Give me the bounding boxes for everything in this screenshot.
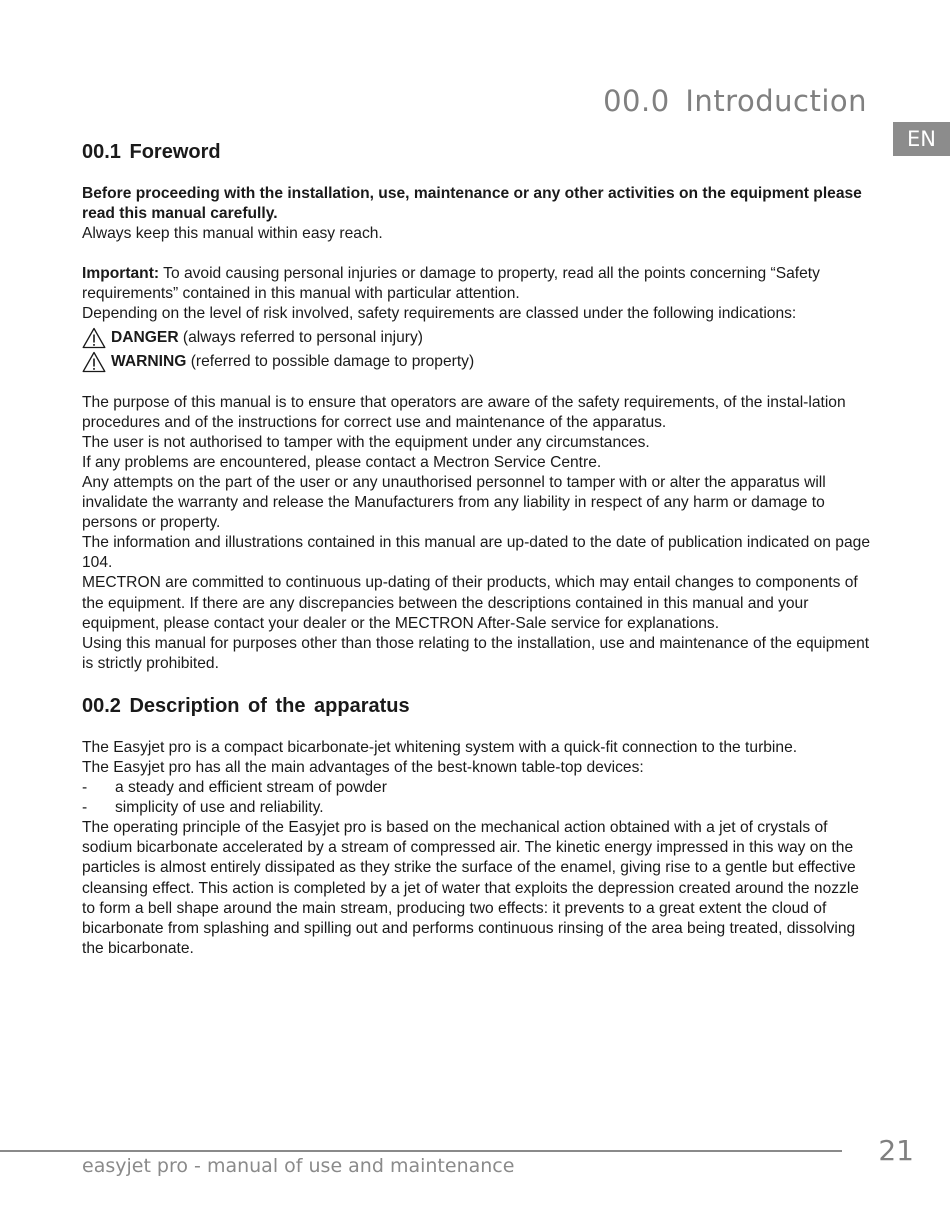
warranty-text: Any attempts on the part of the user or any unauthorised personnel to tamper with or alter the apparatus will invalidate the warranty and release the Manufacturers from any liability in respect of any harm or damage to persons or property. (82, 473, 826, 532)
danger-label: DANGER (111, 328, 179, 346)
list-marker: - (82, 779, 88, 797)
danger-indication: DANGER (always referred to personal injury) (82, 327, 872, 349)
page-number: 21 (878, 1134, 914, 1167)
section-heading-description: 00.2 Description of the apparatus (82, 694, 410, 717)
advantages-intro-text: The Easyjet pro has all the main advantages of the best-known table-top devices: (82, 758, 644, 776)
footer-divider (0, 1150, 842, 1152)
description-intro-text: The Easyjet pro is a compact bicarbonate-jet whitening system with a quick-fit connection to the turbine. (82, 738, 798, 756)
mectron-commitment-text: MECTRON are committed to continuous up-dating of their products, which may entail changes to components of the equipment. If there are any discrepancies between the descriptions contained in this manual and your equipment, please contact your dealer or the MECTRON After-Sale service for explanations. (82, 574, 858, 632)
no-tamper-text: The user is not authorised to tamper with the equipment under any circumstances. (82, 433, 650, 451)
warning-label: WARNING (111, 352, 187, 370)
risk-levels-text: Depending on the level of risk involved, safety requirements are classed under the following indications: (82, 305, 797, 323)
important-paragraph: Important: To avoid causing personal injuries or damage to property, read all the points concerning “Safety requirements” contained in this manual with particular attention. (82, 265, 820, 303)
warning-triangle-icon (82, 327, 106, 349)
prohibited-use-text: Using this manual for purposes other than those relating to the installation, use and maintenance of the equipment is strictly prohibited. (82, 634, 870, 672)
info-update-text: The information and illustrations contained in this manual are up-dated to the date of publication indicated on page 104. (82, 534, 871, 572)
list-item: - simplicity of use and reliability. (82, 798, 872, 818)
intro-bold-text: Before proceeding with the installation, use, maintenance or any other activities on the equipment please read this manual carefully. (82, 185, 862, 223)
section-heading-foreword: 00.1 Foreword (82, 141, 221, 163)
footer-manual-title: easyjet pro - manual of use and maintenance (82, 1155, 515, 1177)
keep-manual-text: Always keep this manual within easy reach. (82, 225, 383, 243)
warning-indication: WARNING (referred to possible damage to property) (82, 351, 872, 373)
language-tab: EN (893, 122, 950, 156)
operating-principle-text: The operating principle of the Easyjet pro is based on the mechanical action obtained with a jet of crystals of sodium bicarbonate accelerated by a stream of compressed air. The kinetic energy impressed in this way on the particles is almost entirely dissipated as they strike the surface of the enamel, giving rise to a gentle but effective cleansing effect. This action is completed by a jet of water that exploits the depression created around the nozzle to form a bell shape around the main stream, producing two effects: it prevents to a great extent the cloud of bicarbonate from splashing and spilling out and performs continuous rinsing of the area being treated, dissolving the bicarbonate. (82, 819, 859, 957)
important-label: Important: (82, 265, 160, 283)
page-content (82, 138, 872, 959)
list-marker: - (82, 799, 88, 817)
chapter-title: 00.0 Introduction (603, 84, 867, 118)
warning-triangle-icon (82, 351, 106, 373)
purpose-text: The purpose of this manual is to ensure that operators are aware of the safety requirements, of the instal-lation procedures and of the instructions for correct use and maintenance of the apparatus. (82, 393, 846, 431)
list-item: - a steady and efficient stream of powder (82, 778, 872, 798)
problems-text: If any problems are encountered, please contact a Mectron Service Centre. (82, 453, 602, 471)
